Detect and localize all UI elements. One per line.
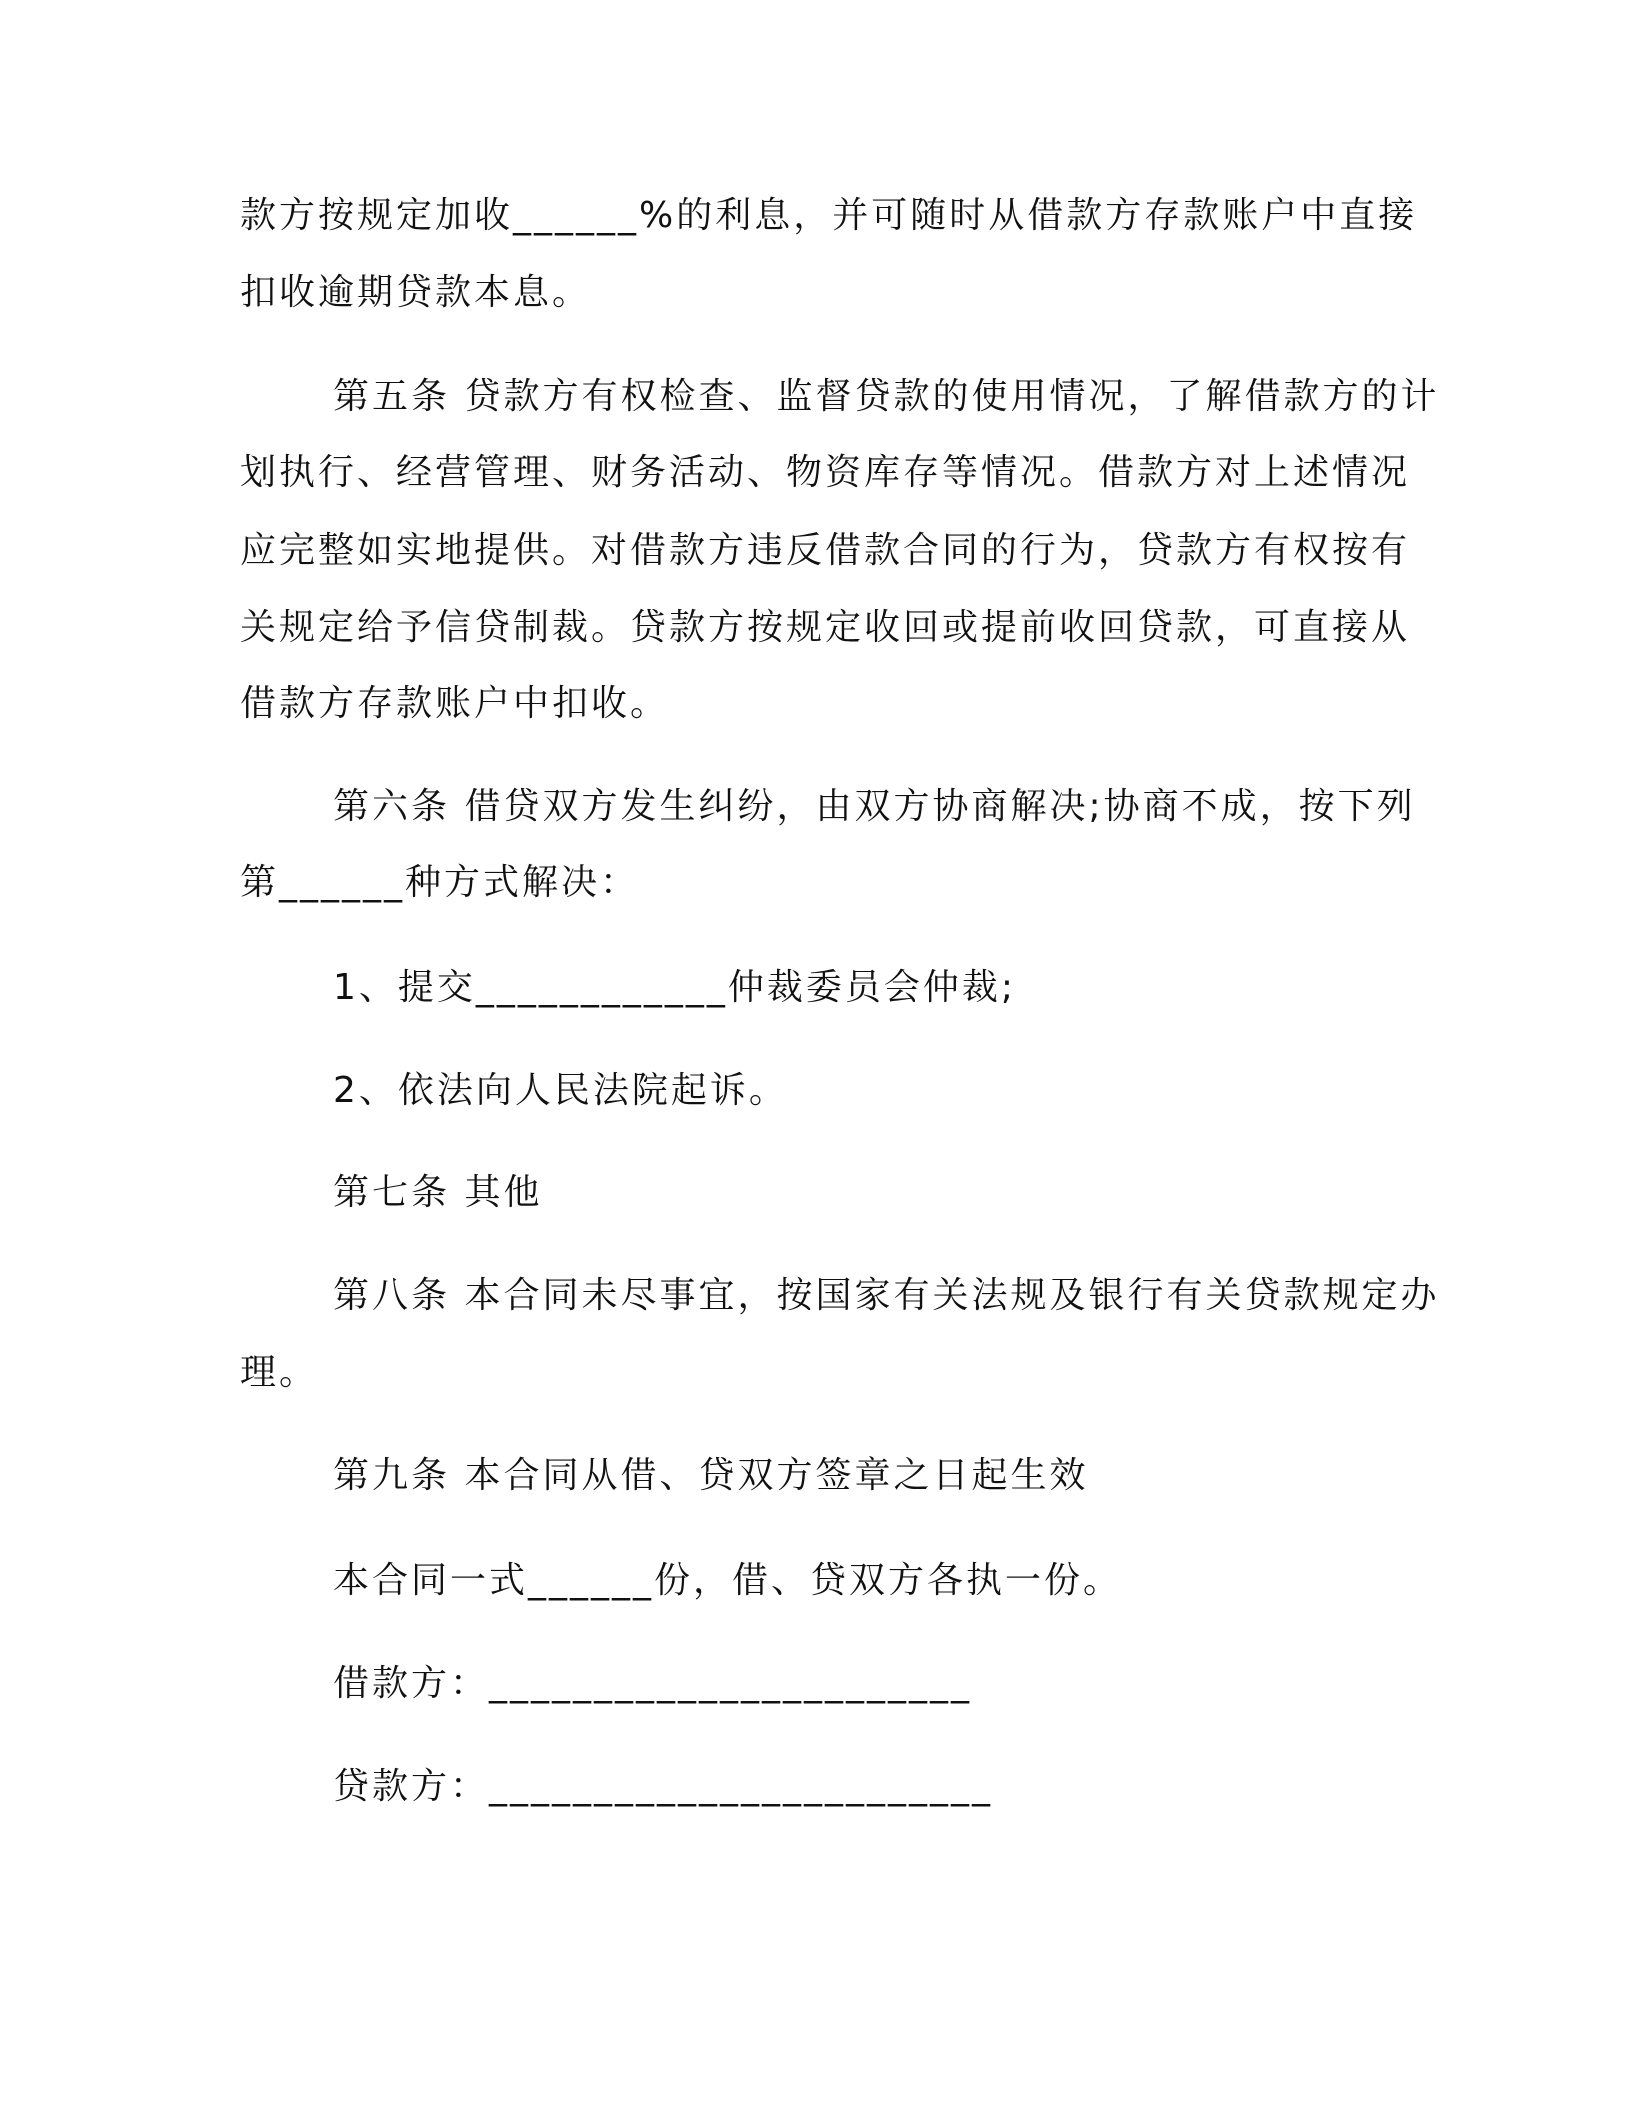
copies-line: 本合同一式______份，借、贷双方各执一份。	[333, 1560, 1123, 1601]
paragraph-line: 第______种方式解决：	[240, 862, 640, 903]
borrower-signature-line: 借款方：_______________________	[333, 1663, 973, 1704]
paragraph-line: 款方按规定加收______%的利息，并可随时从借款方存款账户中直接	[240, 195, 1418, 236]
article-9-line: 第九条 本合同从借、贷双方签章之日起生效	[333, 1455, 1089, 1496]
article-5-line: 第五条 贷款方有权检查、监督贷款的使用情况，了解借款方的计	[333, 376, 1440, 417]
option-2: 2、依法向人民法院起诉。	[333, 1070, 788, 1111]
paragraph-line: 应完整如实地提供。对借款方违反借款合同的行为，贷款方有权按有	[240, 530, 1411, 571]
article-6-line: 第六条 借贷双方发生纠纷，由双方协商解决;协商不成，按下列	[333, 786, 1416, 827]
paragraph-line: 关规定给予信贷制裁。贷款方按规定收回或提前收回贷款，可直接从	[240, 607, 1411, 648]
paragraph-line: 理。	[240, 1352, 319, 1393]
article-7-line: 第七条 其他	[333, 1172, 543, 1213]
article-8-line: 第八条 本合同未尽事宜，按国家有关法规及银行有关贷款规定办	[333, 1275, 1440, 1316]
paragraph-line: 划执行、经营管理、财务活动、物资库存等情况。借款方对上述情况	[240, 452, 1411, 493]
lender-signature-line: 贷款方：________________________	[333, 1766, 994, 1807]
paragraph-line: 扣收逾期贷款本息。	[240, 272, 592, 313]
paragraph-line: 借款方存款账户中扣收。	[240, 683, 670, 724]
option-1: 1、提交____________仲裁委员会仲裁;	[333, 967, 1017, 1008]
